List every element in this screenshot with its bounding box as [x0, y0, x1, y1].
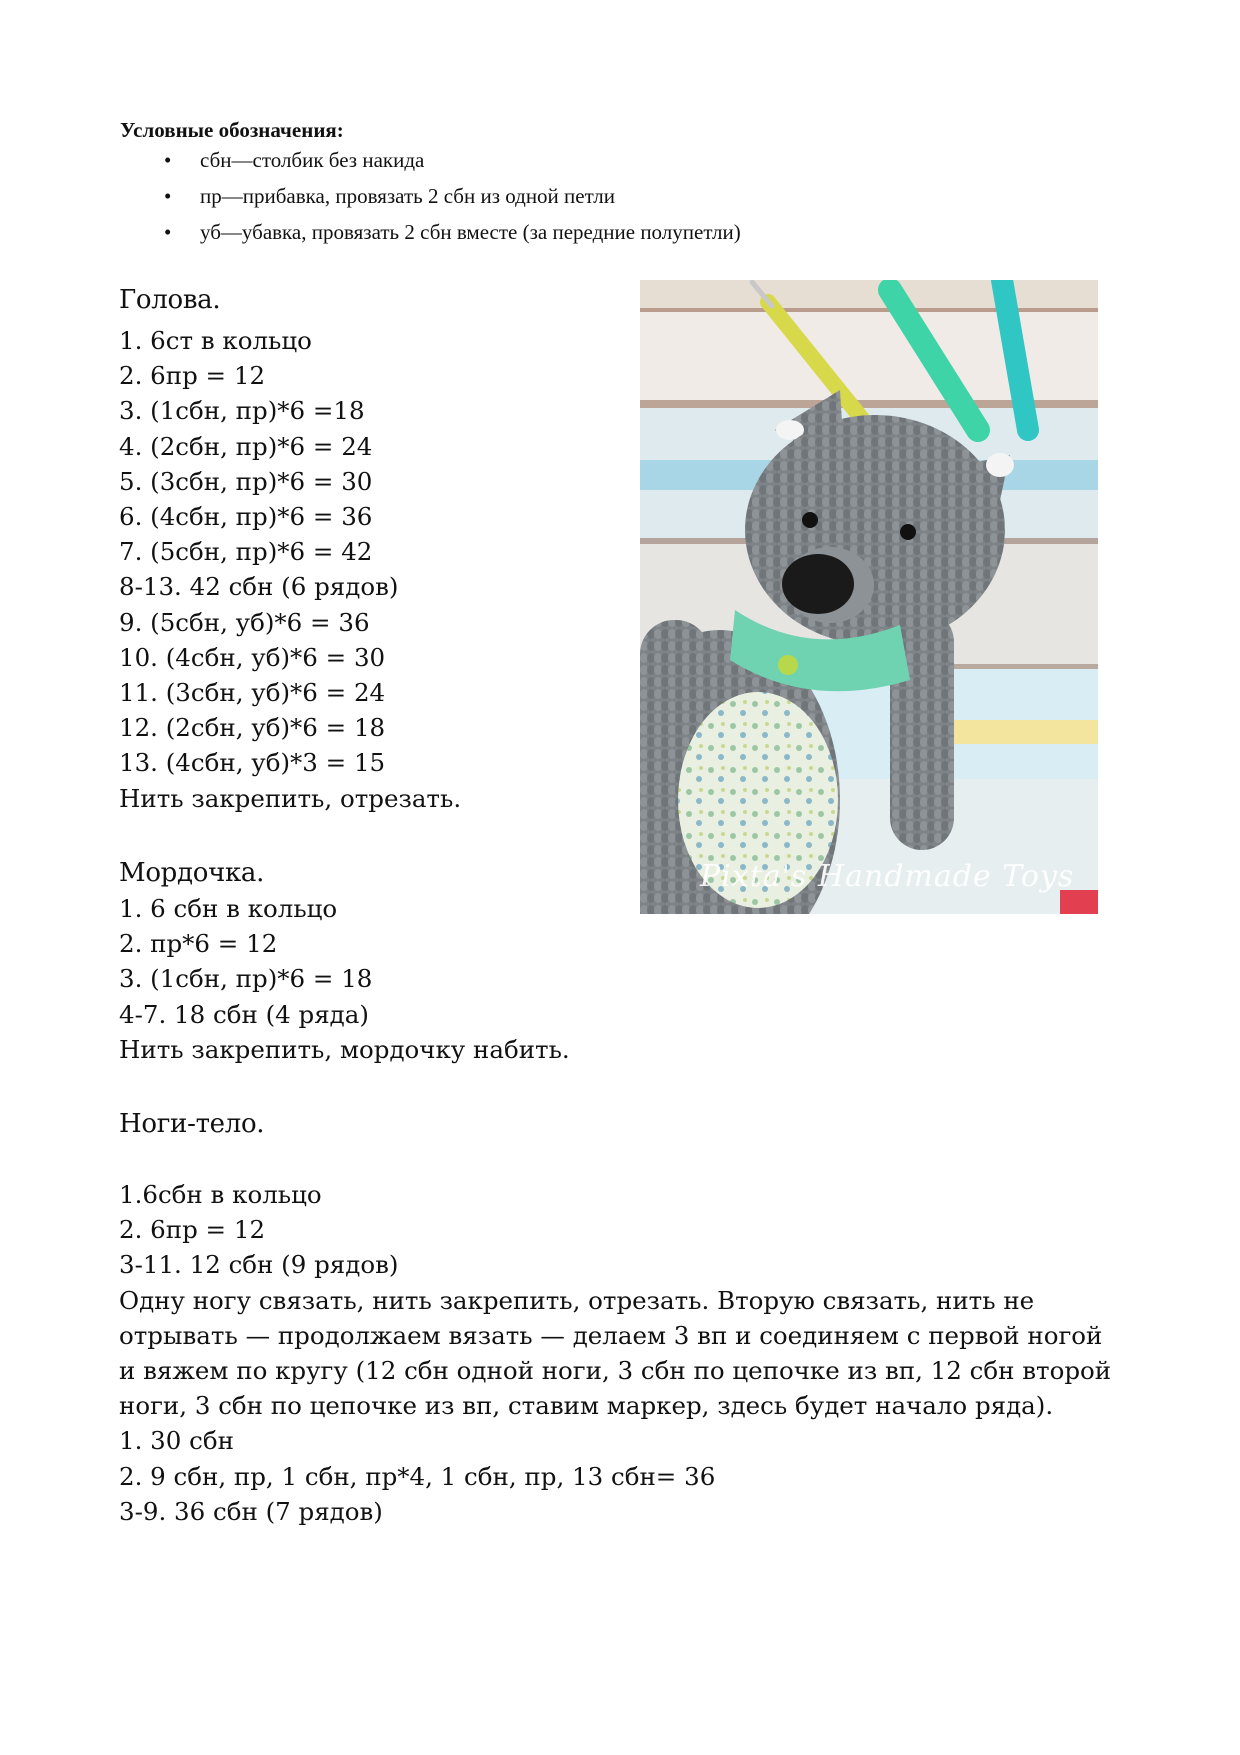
head-title: Голова. — [119, 285, 221, 315]
instruction-line: 1. 6ст в кольцо — [119, 326, 312, 355]
instruction-line: 10. (4сбн, уб)*6 = 30 — [119, 642, 386, 672]
bullet-icon: • — [164, 184, 172, 208]
toy-illustration — [640, 280, 1098, 914]
instruction-line: 4. (2сбн, пр)*6 = 24 — [119, 431, 373, 461]
bullet-icon: • — [164, 220, 172, 244]
instruction-line: 8-13. 42 сбн (6 рядов) — [119, 572, 399, 602]
nose-icon — [782, 554, 854, 614]
instruction-line: 3-11. 12 сбн (9 рядов) — [119, 1250, 399, 1280]
instruction-line: 3. (1сбн, пр)*6 = 18 — [119, 964, 373, 994]
instruction-line: Нить закрепить, отрезать. — [119, 783, 462, 813]
muzzle-section — [119, 856, 679, 1067]
instruction-line: 1. 6 сбн в кольцо — [119, 894, 338, 923]
legs-body-title: Ноги-тело. — [119, 1109, 265, 1139]
instruction-line: 2. 9 сбн, пр, 1 сбн, пр*4, 1 сбн, пр, 13 сбн= 36 — [119, 1461, 716, 1491]
photo-watermark: Pixta's Handmade Toys — [700, 859, 1075, 894]
instruction-line: 4-7. 18 сбн (4 ряда) — [119, 999, 369, 1029]
instruction-line: 3. (1сбн, пр)*6 =18 — [119, 396, 365, 426]
instruction-line: 2. 6пр = 12 — [119, 361, 266, 391]
instruction-line: 3-9. 36 сбн (7 рядов) — [119, 1496, 383, 1526]
instruction-line: 12. (2сбн, уб)*6 = 18 — [119, 713, 386, 743]
instruction-line: 6. (4сбн, пр)*6 = 36 — [119, 502, 373, 532]
instruction-line: 2. пр*6 = 12 — [119, 929, 278, 959]
instruction-line: 9. (5сбн, уб)*6 = 36 — [119, 607, 370, 637]
instruction-line: 7. (5сбн, пр)*6 = 42 — [119, 537, 373, 567]
legend-title: Условные обозначения: — [120, 118, 344, 142]
legend — [120, 118, 1000, 256]
muzzle-title: Мордочка. — [119, 858, 265, 888]
head-section — [119, 283, 619, 816]
instruction-line: 5. (3сбн, пр)*6 = 30 — [119, 466, 373, 496]
instruction-line: 13. (4сбн, уб)*3 = 15 — [119, 748, 386, 778]
instruction-paragraph: Одну ногу связать, нить закрепить, отрезать. Вторую связать, нить не отрывать — продолжаем вязать — делаем 3 вп и соединяем с первой ногой и вяжем по кругу (12 сбн одной ноги, 3 сбн по цепочке из вп, 12 сбн второй ноги, 3 сбн по цепочке из вп, ставим маркер, здесь будет начало ряда). — [119, 1285, 1112, 1421]
instruction-line: 1. 30 сбн — [119, 1426, 234, 1456]
bullet-icon: • — [164, 148, 172, 172]
crochet-wolf-toy-photo — [640, 280, 1098, 914]
instruction-line: Нить закрепить, мордочку набить. — [119, 1034, 570, 1064]
instruction-line: 11. (3сбн, уб)*6 = 24 — [119, 678, 386, 708]
instruction-line: 2. 6пр = 12 — [119, 1215, 266, 1245]
legend-list — [120, 148, 1000, 256]
instruction-line: 1.6сбн в кольцо — [119, 1180, 322, 1209]
legend-item: • сбн—столбик без накида — [164, 148, 425, 172]
legend-item: • пр—прибавка, провязать 2 сбн из одной петли — [164, 184, 615, 208]
legend-item: • уб—убавка, провязать 2 сбн вместе (за передние полупетли) — [164, 220, 741, 244]
legs-body-section — [119, 1107, 1119, 1529]
